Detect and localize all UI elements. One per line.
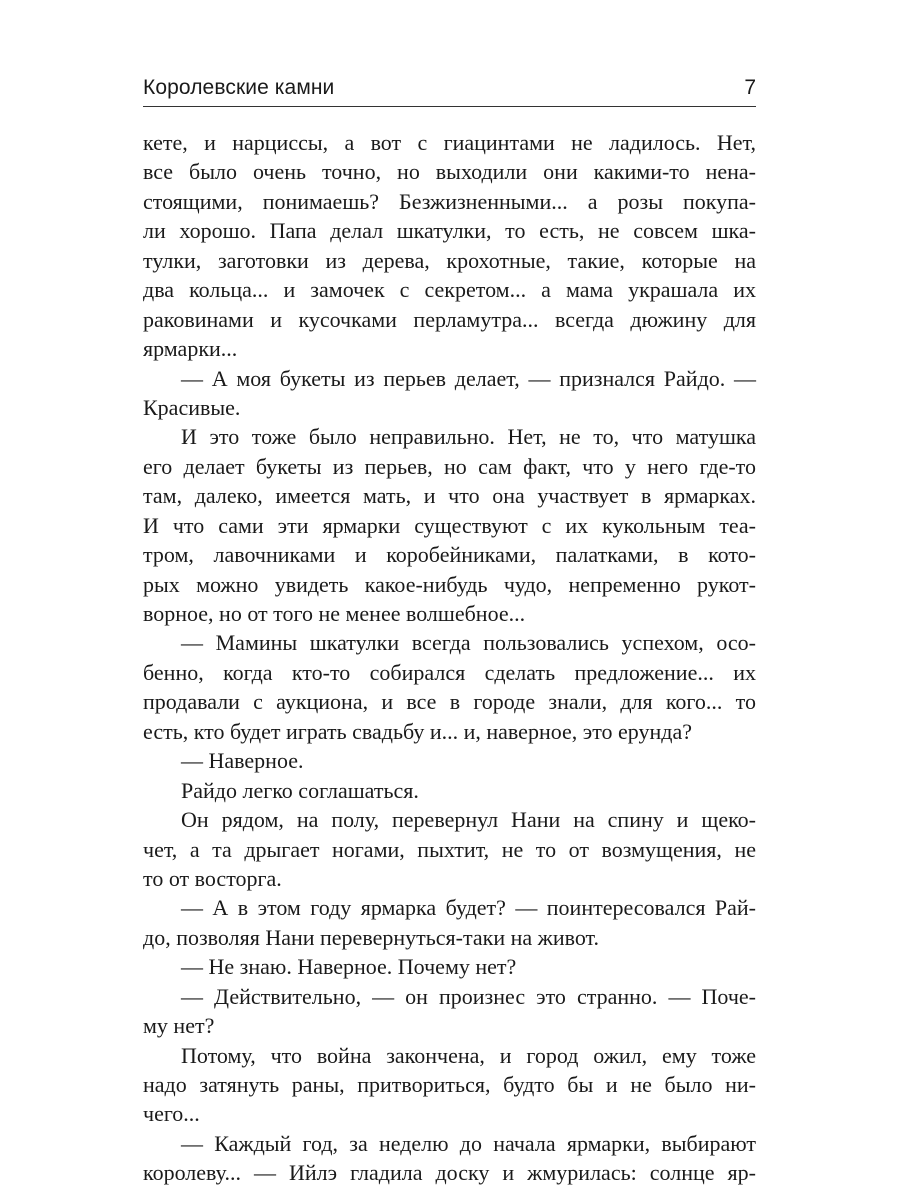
text-line: И это тоже было неправильно. Нет, не то, что матушка [181,424,756,450]
text-line: Он рядом, на полу, перевернул Нани на спину и щеко- [181,807,756,833]
text-line: — Каждый год, за неделю до начала ярмарки, выбирают [181,1130,756,1156]
text-line: ли хорошо. Папа делал шкатулки, то есть, не совсем шка- [143,218,756,244]
text-line: продавали с аукциона, и все в городе знали, для кого... то [143,689,756,715]
text-line: его делает букеты из перьев, но сам факт, что у него где-то [143,453,756,479]
text-line: Потому, что война закончена, и город ожил, ему тоже [181,1042,756,1068]
text-line: Райдо легко соглашаться. [181,777,419,803]
book-title: Королевские камни [143,76,335,99]
text-line: кете, и нарциссы, а вот с гиацинтами не ладилось. Нет, [143,130,756,155]
text-line: есть, кто будет играть свадьбу и... и, наверное, это ерунда? [143,718,692,744]
text-line: то от восторга. [143,865,282,891]
text-line: ярмарки... [143,336,238,362]
text-line: — А в этом году ярмарка будет? — поинтересовался Рай- [181,895,756,921]
text-line: — Мамины шкатулки всегда пользовались успехом, осо- [181,630,756,656]
text-line: ворное, но от того не менее волшебное... [143,601,526,626]
text-line: — Наверное. [181,748,304,774]
running-header [143,74,756,104]
text-line: раковинами и кусочками перламутра... всегда дюжину для [143,306,756,332]
page-number: 7 [744,76,756,99]
text-line: — Не знаю. Наверное. Почему нет? [181,954,517,980]
text-line: тром, лавочниками и коробейниками, палатками, в кото- [143,542,756,568]
text-line: надо затянуть раны, притвориться, будто бы и не было ни- [143,1072,756,1097]
text-line: чет, а та дрыгает ногами, пыхтит, не то от возмущения, не [143,836,756,862]
text-line: королеву... — Ийлэ гладила доску и жмурилась: солнце яр- [143,1160,756,1186]
text-line: два кольца... и замочек с секретом... а мама украшала их [143,277,756,303]
body-text [143,128,756,1188]
text-line: стоящими, понимаешь? Безжизненными... а розы покупа- [143,188,756,214]
text-line: все было очень точно, но выходили они какими-то нена- [143,159,756,185]
text-line: до, позволяя Нани перевернуться-таки на живот. [143,924,600,950]
header-rule [143,106,756,107]
text-line: му нет? [143,1013,215,1039]
text-line: Красивые. [143,394,241,420]
text-line: чего... [143,1101,200,1127]
text-line: рых можно увидеть какое-нибудь чудо, непременно рукот- [143,571,756,597]
text-line: там, далеко, имеется мать, и что она участвует в ярмарках. [143,483,756,509]
text-line: бенно, когда кто-то собирался сделать предложение... их [143,659,756,685]
text-line: — А моя букеты из перьев делает, — признался Райдо. — [181,365,756,391]
text-line: тулки, заготовки из дерева, крохотные, такие, которые на [143,247,756,273]
text-line: — Действительно, — он произнес это странно. — Почe- [181,983,756,1009]
text-line: И что сами эти ярмарки существуют с их кукольным теа- [143,512,756,538]
